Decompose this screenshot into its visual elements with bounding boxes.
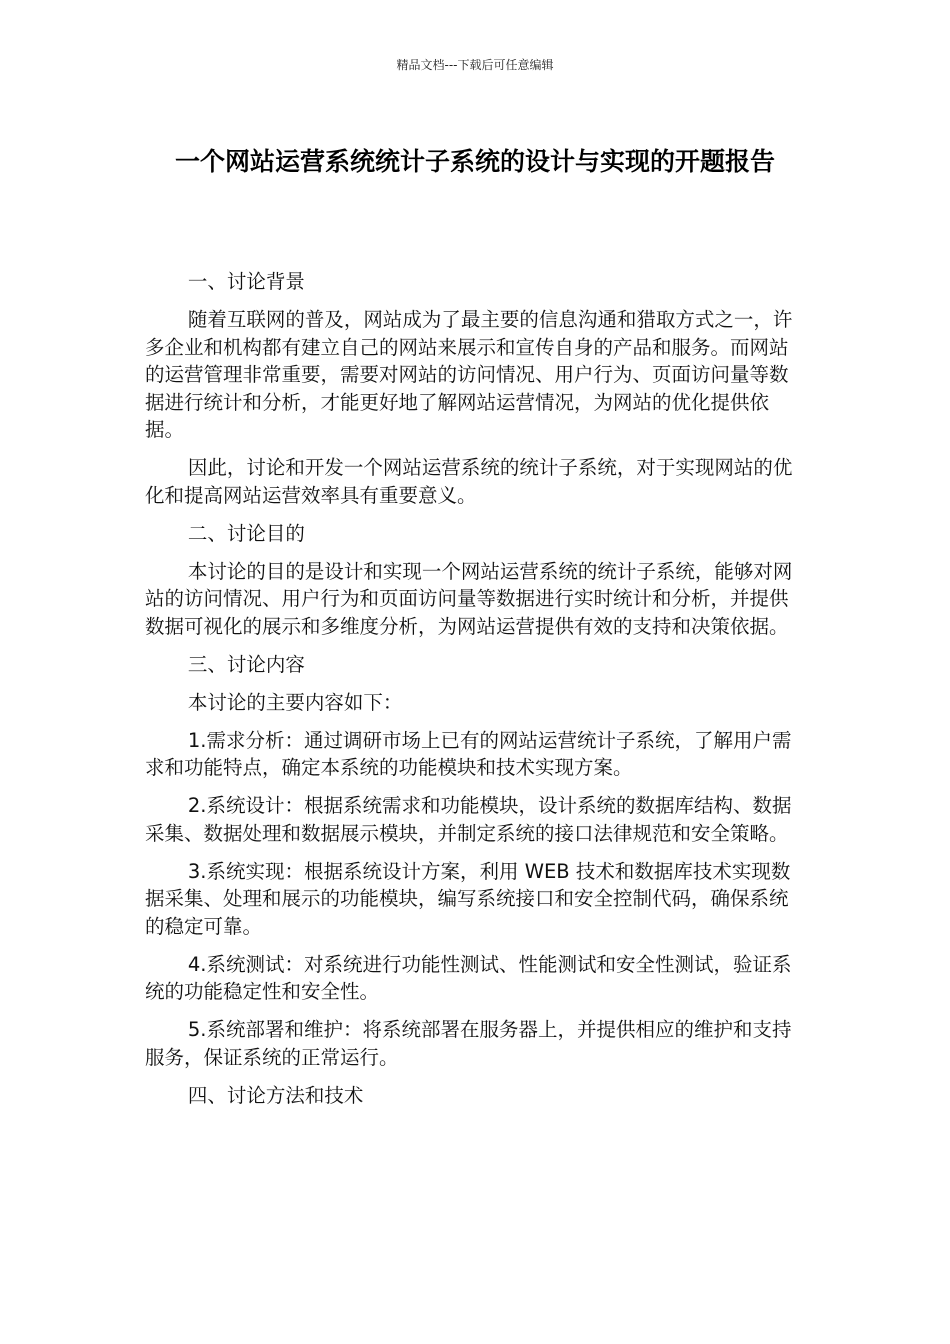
paragraph-content-intro: 本讨论的主要内容如下： bbox=[187, 690, 403, 714]
section-heading-background: 一、讨论背景 bbox=[187, 270, 305, 293]
document-body bbox=[145, 268, 807, 1120]
list-item-requirements: 1.需求分析：通过调研市场上已有的网站运营统计子系统，了解用户需求和功能特点，确定本系统的功能模块和技术实现方案。 bbox=[145, 728, 792, 779]
paragraph-background-2: 因此，讨论和开发一个网站运营系统的统计子系统，对于实现网站的优化和提高网站运营效率具有重要意义。 bbox=[145, 456, 793, 507]
list-item-implementation: 3.系统实现：根据系统设计方案，利用 WEB 技术和数据库技术实现数据采集、处理和展示的功能模块，编写系统接口和安全控制代码，确保系统的稳定可靠。 bbox=[145, 859, 791, 938]
list-item-design: 2.系统设计：根据系统需求和功能模块，设计系统的数据库结构、数据采集、数据处理和数据展示模块，并制定系统的接口法律规范和安全策略。 bbox=[145, 794, 792, 845]
list-item-deployment: 5.系统部署和维护：将系统部署在服务器上，并提供相应的维护和支持服务，保证系统的正常运行。 bbox=[145, 1018, 792, 1069]
section-heading-content: 三、讨论内容 bbox=[187, 652, 305, 676]
paragraph-purpose: 本讨论的目的是设计和实现一个网站运营系统的统计子系统，能够对网站的访问情况、用户行为和页面访问量等数据进行实时统计和分析，并提供数据可视化的展示和多维度分析，为网站运营提供有效的支持和决策依据。 bbox=[145, 559, 793, 638]
section-heading-purpose: 二、讨论目的 bbox=[187, 521, 305, 545]
header-note: 精品文档---下载后可任意编辑 bbox=[396, 58, 554, 72]
list-item-testing: 4.系统测试：对系统进行功能性测试、性能测试和安全性测试，验证系统的功能稳定性和安全性。 bbox=[145, 952, 792, 1003]
section-heading-methods: 四、讨论方法和技术 bbox=[187, 1083, 364, 1107]
document-title: 一个网站运营系统统计子系统的设计与实现的开题报告 bbox=[174, 147, 775, 176]
paragraph-background-1: 随着互联网的普及，网站成为了最主要的信息沟通和猎取方式之一，许多企业和机构都有建立自己的网站来展示和宣传自身的产品和服务。而网站的运营管理非常重要，需要对网站的访问情况、用户行为、页面访问量等数据进行统计和分析，才能更好地了解网站运营情况，为网站的优化提供依据。 bbox=[145, 308, 793, 441]
